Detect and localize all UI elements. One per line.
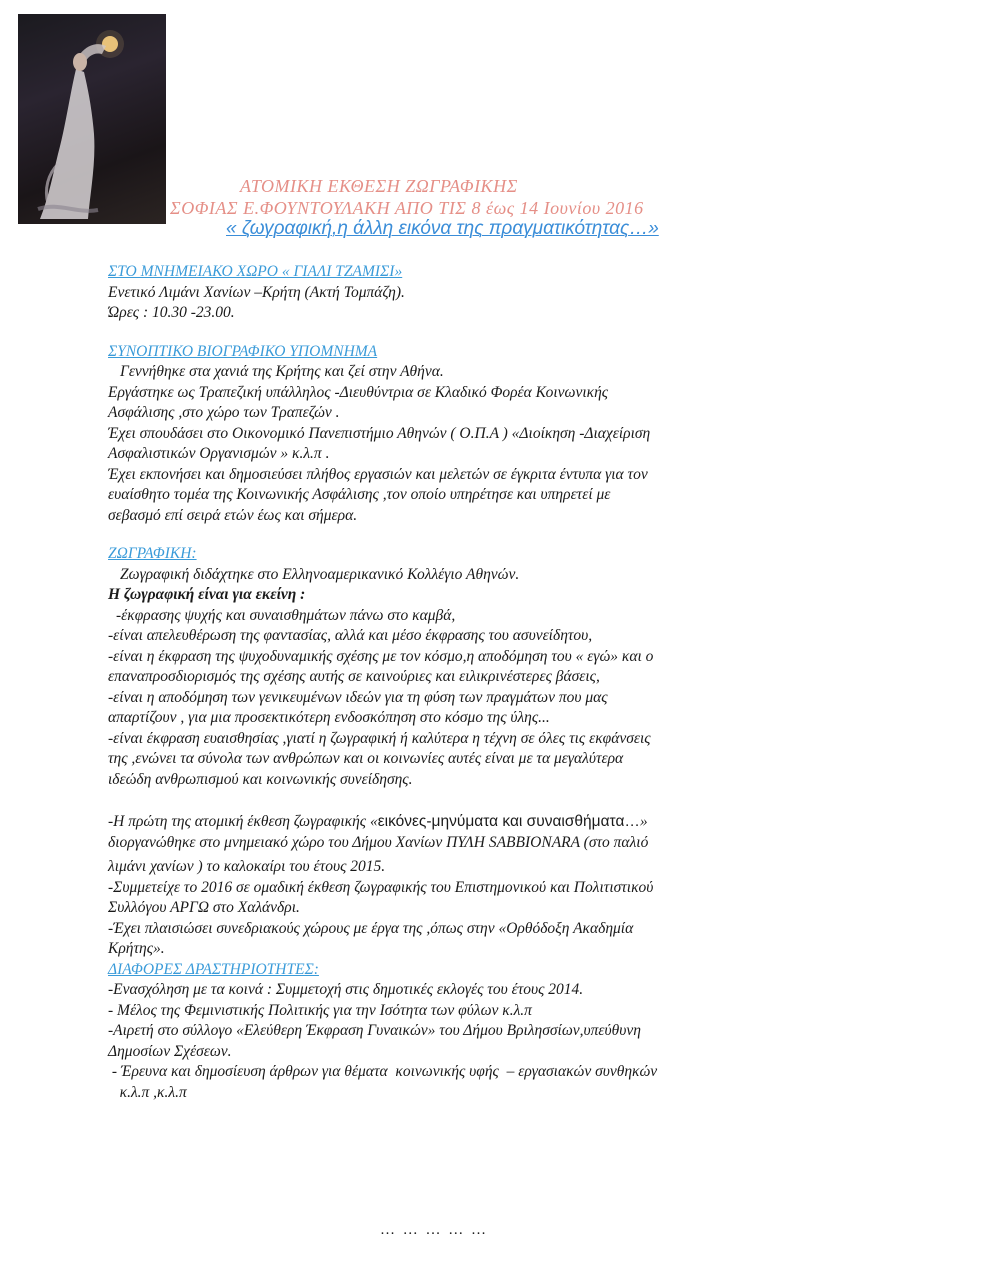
painting-line: της ,ενώνει τα σύνολα των ανθρώπων και οι κοινωνίες αυτές είναι με τα μεγαλύτερα: [108, 750, 624, 767]
venue-location: Ενετικό Λιμάνι Χανίων –Κρήτη (Ακτή Τομπάζη).: [108, 283, 405, 301]
activities-line: -Αιρετή στο σύλλογο «Ελεύθερη Έκφραση Γυναικών» του Δήμου Βριλησσίων,υπεύθυνη: [108, 1022, 641, 1039]
activities-heading: ΔΙΑΦΟΡΕΣ ΔΡΑΣΤΗΡΙΟΤΗΤΕΣ:: [108, 960, 319, 978]
activities-line: -Ενασχόληση με τα κοινά : Συμμετοχή στις δημοτικές εκλογές του έτους 2014.: [108, 981, 584, 998]
bio-line: Έχει σπουδάσει στο Οικονομικό Πανεπιστήμιο Αθηνών ( Ο.Π.Α ) «Διοίκηση -Διαχείριση: [108, 424, 651, 442]
painting-line: -έκφρασης ψυχής και συναισθημάτων πάνω στο καμβά,: [116, 606, 456, 624]
painting-bold-statement: Η ζωγραφική είναι για εκείνη :: [108, 586, 306, 603]
venue-heading: ΣΤΟ ΜΝΗΜΕΙΑΚΟ ΧΩΡΟ « ΓΙΑΛΙ ΤΖΑΜΙΣΙ»: [108, 263, 403, 280]
bio-line: Έχει εκπονήσει και δημοσιεύσει πλήθος εργασιών και μελετών σε έγκριτα έντυπα για τον: [108, 465, 648, 483]
painting-line: ιδεώδη ανθρωπισμού και κοινωνικής συνείδησης.: [108, 770, 413, 788]
ellipsis-footer: … … … … …: [380, 1222, 488, 1238]
activities-line: Δημοσίων Σχέσεων.: [108, 1042, 232, 1060]
painting-line: -είναι η έκφραση της ψυχοδυναμικής σχέσης με τον κόσμο,η αποδόμηση του « εγώ» και ο: [108, 647, 654, 665]
painting-artwork: [18, 14, 166, 224]
bio-line: Εργάστηκε ως Τραπεζική υπάλληλος -Διευθύντρια σε Κλαδικό Φορέα Κοινωνικής: [108, 383, 609, 401]
exhibitions-line: Συλλόγου ΑΡΓΩ στο Χαλάνδρι.: [108, 899, 300, 916]
painting-line: -είναι η αποδόμηση των γενικευμένων ιδεών για τη φύση των πραγμάτων που μας: [108, 688, 608, 706]
bio-line: Γεννήθηκε στα χανιά της Κρήτης και ζεί στην Αθήνα.: [120, 363, 444, 380]
painting-line: -είναι έκφραση ευαισθησίας ,γιατί η ζωγραφική ή καλύτερα η τέχνη σε όλες τις εκφάνσεις: [108, 729, 651, 747]
exhibitions-first-line: [108, 812, 848, 833]
document-body: [108, 262, 848, 1103]
exhibitions-first-a: -Η πρώτη της ατομική έκθεση ζωγραφικής «: [108, 813, 378, 830]
activities-line: - Έρευνα και δημοσίευση άρθρων για θέματα κοινωνικής υφής – εργασιακών συνθηκών: [108, 1063, 658, 1080]
exhibitions-line: -Έχει πλαισιώσει συνεδριακούς χώρους με έργα της ,όπως στην «Ορθόδοξη Ακαδημία: [108, 919, 634, 937]
exhibition-subtitle: « ζωγραφική,η άλλη εικόνα της πραγματικότητας…»: [226, 218, 659, 239]
exhibition-title: ΑΤΟΜΙΚΗ ΕΚΘΕΣΗ ΖΩΓΡΑΦΙΚΗΣ: [240, 176, 518, 196]
painting-intro: Ζωγραφική διδάχτηκε στο Ελληνοαμερικανικό Κολλέγιο Αθηνών.: [120, 565, 520, 583]
exhibitions-line: Κρήτης».: [108, 940, 165, 957]
exhibitions-line: λιμάνι χανίων ) το καλοκαίρι του έτους 2015.: [108, 858, 386, 875]
exhibition-artist-dates: ΣΟΦΙΑΣ Ε.ΦΟΥΝΤΟΥΛΑΚΗ ΑΠΟ ΤΙΣ 8 έως 14 Ιουνίου 2016: [170, 198, 644, 218]
venue-hours: Ώρες : 10.30 -23.00.: [108, 304, 235, 321]
exhibitions-first-title: εικόνες-μηνύματα και συναισθήματα…: [377, 813, 640, 830]
exhibitions-line: -Συμμετείχε το 2016 σε ομαδική έκθεση ζωγραφικής του Επιστημονικού και Πολιτιστικού: [108, 878, 654, 896]
exhibitions-line: διοργανώθηκε στο μνημειακό χώρο του Δήμου Χανίων ΠΥΛΗ SABBIONARA (στο παλιό: [108, 833, 649, 851]
activities-line: κ.λ.π ,κ.λ.π: [108, 1083, 187, 1101]
painting-line: -είναι απελευθέρωση της φαντασίας, αλλά και μέσο έκφρασης του ασυνείδητου,: [108, 627, 593, 644]
exhibitions-first-c: »: [639, 813, 648, 830]
painting-line: επαναπροσδιορισμός της σχέσης αυτής σε καινούριες και ειλικρινέστερες βάσεις,: [108, 668, 600, 685]
painting-heading: ΖΩΓΡΑΦΙΚΗ:: [108, 545, 197, 562]
activities-line: - Μέλος της Φεμινιστικής Πολιτικής για την Ισότητα των φύλων κ.λ.π: [108, 1001, 532, 1019]
bio-line: ευαίσθητο τομέα της Κοινωνικής Ασφάλισης ,τον οποίο υπηρέτησε και υπηρετεί με: [108, 486, 611, 503]
bio-heading: ΣΥΝΟΠΤΙΚΟ ΒΙΟΓΡΑΦΙΚΟ ΥΠΟΜΝΗΜΑ: [108, 342, 378, 360]
bio-line: Ασφάλισης ,στο χώρο των Τραπεζών .: [108, 404, 340, 421]
painting-line: απαρτίζουν , για μια προσεκτικότερη ενδοσκόπηση στο κόσμο της ύλης...: [108, 709, 550, 726]
painting-image: [18, 14, 166, 224]
bio-line: σεβασμό επί σειρά ετών έως και σήμερα.: [108, 506, 358, 524]
bio-line: Ασφαλιστικών Οργανισμών » κ.λ.π .: [108, 445, 330, 462]
